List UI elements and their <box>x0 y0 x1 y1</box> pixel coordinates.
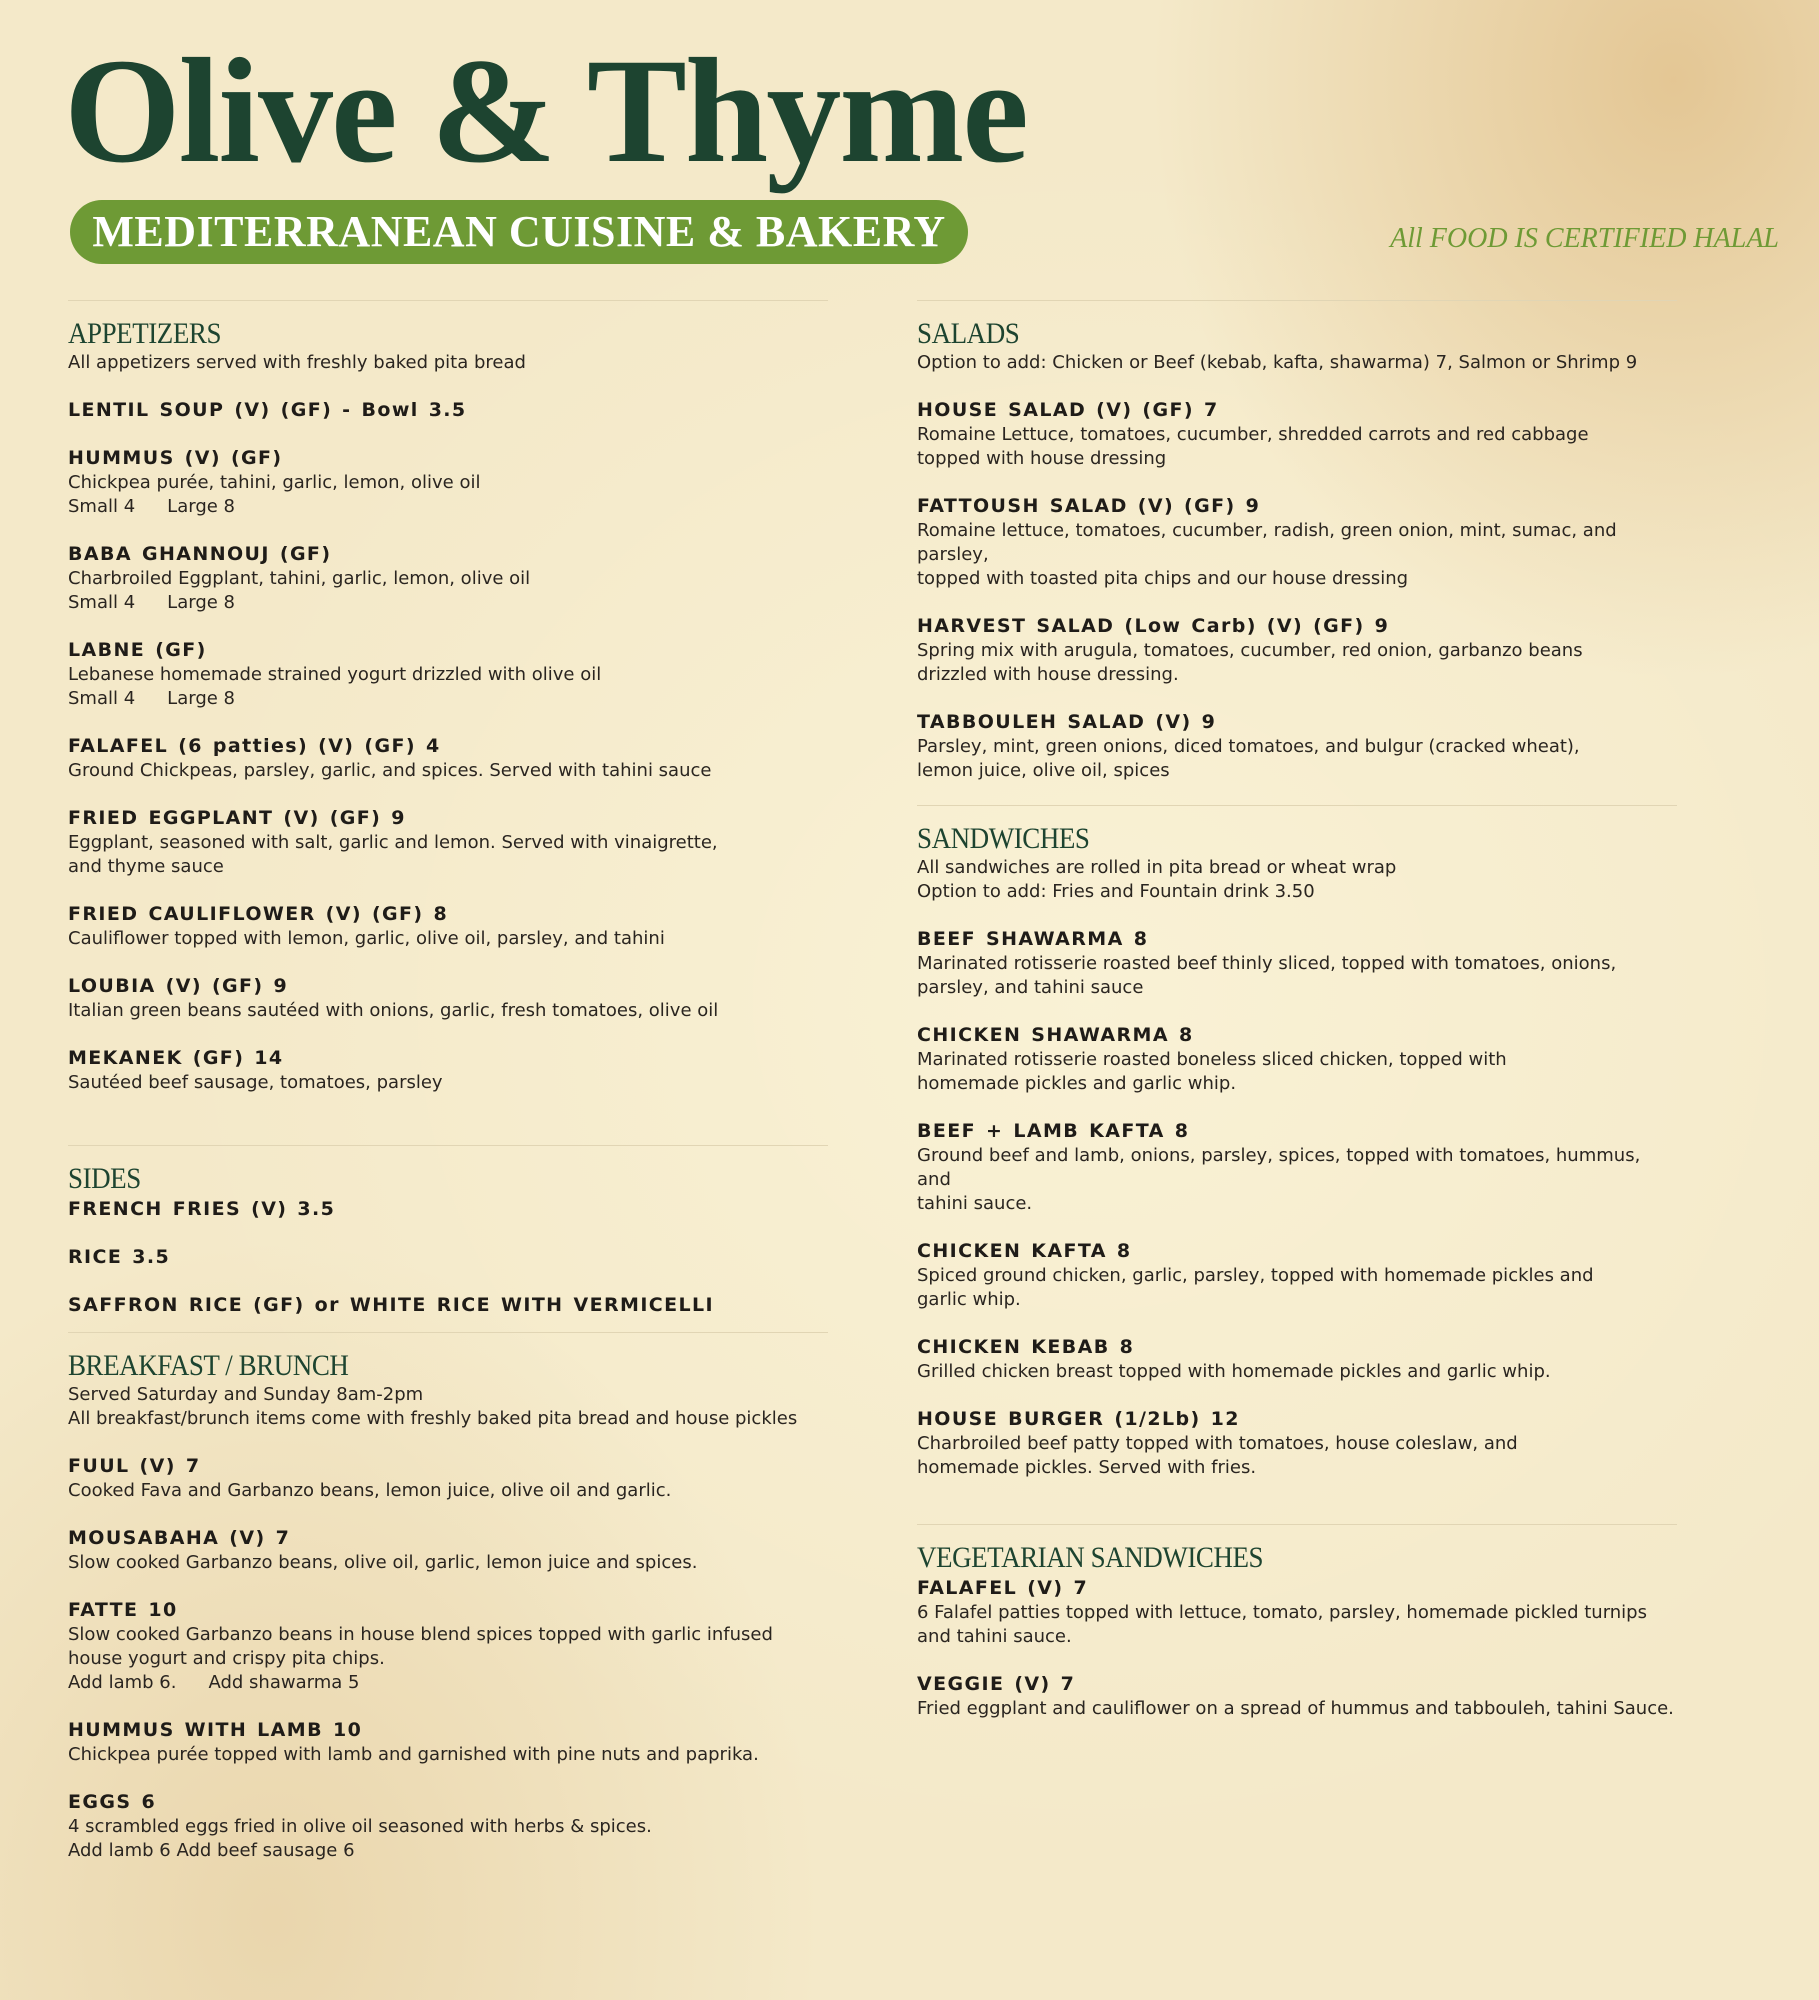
menu-item <box>68 397 828 423</box>
menu-item <box>68 805 828 879</box>
item-name: MOUSABAHA (V) 7 <box>68 1527 291 1549</box>
menu-item <box>917 709 1677 783</box>
item-name: HARVEST SALAD (Low Carb) (V) (GF) 9 <box>917 615 1390 637</box>
section-description-cont: Option to add: Fries and Fountain drink 3.50 <box>917 881 1315 902</box>
item-description-cont: garlic whip. <box>917 1289 1021 1310</box>
item-description: Slow cooked Garbanzo beans in house blend spices topped with garlic infused <box>68 1624 773 1645</box>
left-column <box>68 300 828 1863</box>
item-name: HOUSE SALAD (V) (GF) 7 <box>917 399 1219 421</box>
menu-item <box>68 973 828 1023</box>
item-price: 7 <box>1073 1577 1089 1599</box>
menu-item <box>68 1045 828 1095</box>
item-description: Parsley, mint, green onions, diced tomatoes, and bulgur (cracked wheat), <box>917 736 1580 757</box>
item-name: CHICKEN KEBAB 8 <box>917 1336 1135 1358</box>
item-price: 14 <box>254 1047 284 1069</box>
item-name: CHICKEN SHAWARMA 8 <box>917 1024 1194 1046</box>
halal-note: All FOOD IS CERTIFIED HALAL <box>1390 223 1779 254</box>
item-description: Chickpea purée, tahini, garlic, lemon, olive oil <box>68 472 481 493</box>
menu-item <box>917 1022 1677 1096</box>
right-column <box>917 300 1677 1721</box>
item-description-cont: Add lamb 6 Add beef sausage 6 <box>68 1840 355 1861</box>
item-description-cont: drizzled with house dressing. <box>917 664 1179 685</box>
vegetarian-sandwiches-section <box>917 1524 1677 1721</box>
item-description: Romaine Lettuce, tomatoes, cucumber, shredded carrots and red cabbage <box>917 424 1589 445</box>
item-price: 12 <box>1210 1408 1240 1430</box>
menu-item <box>68 1453 828 1503</box>
menu-item <box>917 926 1677 1000</box>
item-name: VEGGIE (V) 7 <box>917 1673 1076 1695</box>
section-title: SIDES <box>68 1162 141 1195</box>
item-price: 10 <box>148 1599 178 1621</box>
item-description: Chickpea purée topped with lamb and garnished with pine nuts and paprika. <box>68 1744 759 1765</box>
item-name: BEEF + LAMB KAFTA 8 <box>917 1120 1190 1142</box>
item-name: BEEF SHAWARMA 8 <box>917 928 1149 950</box>
item-description: Slow cooked Garbanzo beans, olive oil, garlic, lemon juice and spices. <box>68 1552 698 1573</box>
item-name: FATTOUSH SALAD (V) (GF) 9 <box>917 495 1261 517</box>
appetizers-section <box>68 300 828 1095</box>
menu-item <box>68 445 828 519</box>
item-name: HOUSE BURGER (1/2Lb) 12 <box>917 1408 1240 1430</box>
item-description: Spiced ground chicken, garlic, parsley, topped with homemade pickles and <box>917 1265 1594 1286</box>
item-price: 3.5 <box>428 399 467 421</box>
item-name: MEKANEK (GF) 14 <box>68 1047 284 1069</box>
item-price: 8 <box>1116 1240 1132 1262</box>
item-name: FATTE 10 <box>68 1599 178 1621</box>
item-description-cont: parsley, and tahini sauce <box>917 977 1144 998</box>
item-price: 8 <box>1119 1336 1135 1358</box>
item-price: 7 <box>275 1527 291 1549</box>
breakfast-section <box>68 1332 828 1863</box>
section-title: SALADS <box>917 317 1020 350</box>
item-description-cont: tahini sauce. <box>917 1193 1033 1214</box>
item-price: 9 <box>391 807 406 829</box>
item-description: Sautéed beef sausage, tomatoes, parsley <box>68 1072 443 1093</box>
menu-item <box>68 1244 828 1270</box>
sandwiches-section <box>917 805 1677 1480</box>
menu-item <box>917 1671 1677 1721</box>
item-name: TABBOULEH SALAD (V) 9 <box>917 711 1217 733</box>
item-description-cont: and thyme sauce <box>68 856 224 877</box>
item-name: FRIED EGGPLANT (V) (GF) 9 <box>68 807 406 829</box>
section-description-cont: All breakfast/brunch items come with freshly baked pita bread and house pickles <box>68 1408 798 1429</box>
section-title: BREAKFAST / BRUNCH <box>68 1349 349 1382</box>
menu-item <box>917 1238 1677 1312</box>
item-name: LENTIL SOUP (V) (GF) - Bowl 3.5 <box>68 399 467 421</box>
section-title: VEGETARIAN SANDWICHES <box>917 1541 1264 1574</box>
item-name: FUUL (V) 7 <box>68 1455 201 1477</box>
item-name: FRENCH FRIES (V) 3.5 <box>68 1198 336 1220</box>
menu-item <box>68 1789 828 1863</box>
menu-item <box>917 1406 1677 1480</box>
item-price: 7 <box>1203 399 1219 421</box>
item-price: 8 <box>1178 1024 1194 1046</box>
item-price: 9 <box>273 975 289 997</box>
item-description: Fried eggplant and cauliflower on a spread of hummus and tabbouleh, tahini Sauce. <box>917 1698 1674 1719</box>
item-description: Ground beef and lamb, onions, parsley, spices, topped with tomatoes, hummus, and <box>917 1145 1641 1190</box>
menu-item <box>68 1292 828 1318</box>
item-description: 4 scrambled eggs fried in olive oil seasoned with herbs & spices. <box>68 1816 652 1837</box>
item-description: Romaine lettuce, tomatoes, cucumber, radish, green onion, mint, sumac, and parsley, <box>917 520 1617 565</box>
item-name: EGGS 6 <box>68 1791 157 1813</box>
item-name: RICE 3.5 <box>68 1246 171 1268</box>
item-sizes: Small 4 Large 8 <box>68 496 235 517</box>
item-price: 7 <box>1060 1673 1076 1695</box>
item-price: 9 <box>1245 495 1261 517</box>
menu-item <box>68 541 828 615</box>
item-name: BABA GHANNOUJ (GF) <box>68 543 332 565</box>
item-description-cont: homemade pickles and garlic whip. <box>917 1073 1237 1094</box>
item-price: 8 <box>433 903 449 925</box>
item-description-cont: house yogurt and crispy pita chips. <box>68 1648 385 1669</box>
section-title: SANDWICHES <box>917 822 1090 855</box>
item-name: LOUBIA (V) (GF) 9 <box>68 975 289 997</box>
menu-item <box>917 493 1677 591</box>
menu-item <box>68 1597 828 1695</box>
menu-item <box>68 733 828 783</box>
item-description: Marinated rotisserie roasted beef thinly sliced, topped with tomatoes, onions, <box>917 953 1617 974</box>
item-description: Italian green beans sautéed with onions, garlic, fresh tomatoes, olive oil <box>68 1000 719 1021</box>
section-description: All appetizers served with freshly baked pita bread <box>68 352 526 373</box>
section-description: All sandwiches are rolled in pita bread or wheat wrap <box>917 857 1397 878</box>
item-price: 7 <box>185 1455 201 1477</box>
item-name: SAFFRON RICE (GF) or WHITE RICE WITH VERMICELLI <box>68 1294 714 1316</box>
menu-item <box>917 1118 1677 1216</box>
item-description: Spring mix with arugula, tomatoes, cucumber, red onion, garbanzo beans <box>917 640 1583 661</box>
menu-item <box>917 1575 1677 1649</box>
item-description-cont: topped with house dressing <box>917 448 1167 469</box>
item-description: 6 Falafel patties topped with lettuce, tomato, parsley, homemade pickled turnips <box>917 1602 1647 1623</box>
item-description-cont: topped with toasted pita chips and our house dressing <box>917 568 1409 589</box>
menu-item <box>68 1717 828 1767</box>
menu-item <box>68 1196 828 1222</box>
item-name: LABNE (GF) <box>68 639 207 661</box>
item-price: 8 <box>1174 1120 1190 1142</box>
item-name: FRIED CAULIFLOWER (V) (GF) 8 <box>68 903 449 925</box>
item-name: HUMMUS (V) (GF) <box>68 447 283 469</box>
item-sizes: Small 4 Large 8 <box>68 688 235 709</box>
salads-section <box>917 300 1677 783</box>
item-price: 9 <box>1201 711 1217 733</box>
item-description: Lebanese homemade strained yogurt drizzled with olive oil <box>68 664 602 685</box>
item-description: Charbroiled Eggplant, tahini, garlic, lemon, olive oil <box>68 568 531 589</box>
item-price: 4 <box>425 735 441 757</box>
item-name: HUMMUS WITH LAMB 10 <box>68 1719 363 1741</box>
item-name: FALAFEL (6 patties) (V) (GF) 4 <box>68 735 441 757</box>
menu-item <box>68 637 828 711</box>
item-name: CHICKEN KAFTA 8 <box>917 1240 1132 1262</box>
item-name: FALAFEL (V) 7 <box>917 1577 1089 1599</box>
item-description-cont: lemon juice, olive oil, spices <box>917 760 1170 781</box>
menu-item <box>68 1525 828 1575</box>
item-price: 9 <box>1374 615 1390 637</box>
item-addons: Add lamb 6. Add shawarma 5 <box>68 1672 360 1693</box>
menu-item <box>917 1334 1677 1384</box>
item-description: Eggplant, seasoned with salt, garlic and lemon. Served with vinaigrette, <box>68 832 718 853</box>
item-description: Cauliflower topped with lemon, garlic, olive oil, parsley, and tahini <box>68 928 665 949</box>
menu-item <box>917 397 1677 471</box>
item-description-cont: and tahini sauce. <box>917 1626 1072 1647</box>
sides-section <box>68 1145 828 1318</box>
section-description: Served Saturday and Sunday 8am-2pm <box>68 1384 424 1405</box>
item-price: 8 <box>1133 928 1149 950</box>
section-description: Option to add: Chicken or Beef (kebab, kafta, shawarma) 7, Salmon or Shrimp 9 <box>917 352 1638 373</box>
item-description: Grilled chicken breast topped with homemade pickles and garlic whip. <box>917 1361 1551 1382</box>
restaurant-title: Olive & Thyme <box>64 28 1027 194</box>
item-description: Marinated rotisserie roasted boneless sliced chicken, topped with <box>917 1049 1507 1070</box>
menu-item <box>917 613 1677 687</box>
item-description: Cooked Fava and Garbanzo beans, lemon juice, olive oil and garlic. <box>68 1480 672 1501</box>
section-title: APPETIZERS <box>68 317 222 350</box>
item-sizes: Small 4 Large 8 <box>68 592 235 613</box>
item-description: Charbroiled beef patty topped with tomatoes, house coleslaw, and <box>917 1433 1518 1454</box>
subtitle-banner: MEDITERRANEAN CUISINE & BAKERY <box>70 200 968 264</box>
item-description: Ground Chickpeas, parsley, garlic, and spices. Served with tahini sauce <box>68 760 712 781</box>
menu-item <box>68 901 828 951</box>
item-description-cont: homemade pickles. Served with fries. <box>917 1457 1257 1478</box>
item-price: 10 <box>332 1719 363 1741</box>
